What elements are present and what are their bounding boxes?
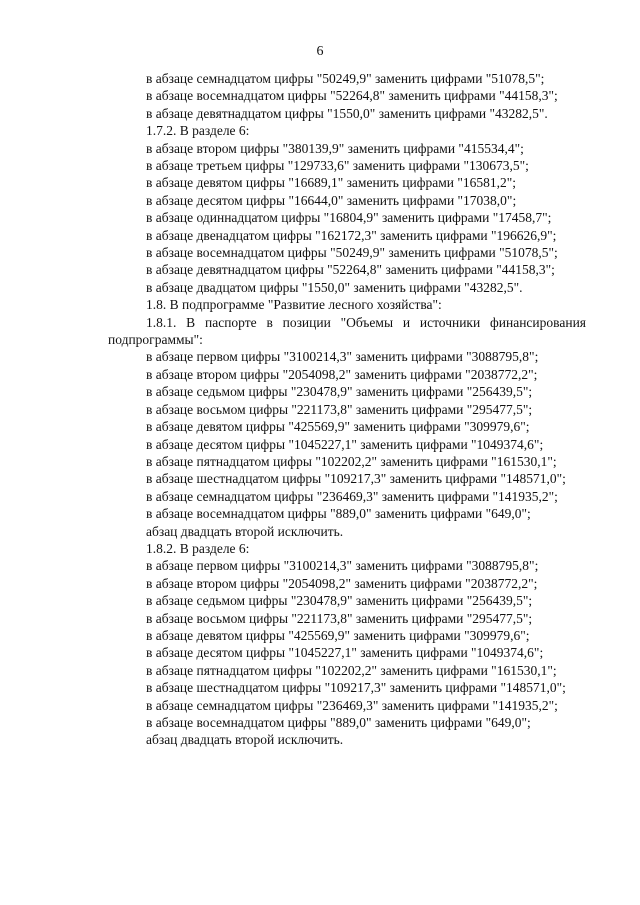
page-number: 6 (316, 44, 324, 59)
text-line: в абзаце двадцатом цифры "1550,0" заменить цифрами "43282,5". (146, 279, 523, 295)
text-line: в абзаце втором цифры "2054098,2" заменить цифрами "2038772,2"; (146, 575, 538, 591)
text-line: в абзаце третьем цифры "129733,6" заменить цифрами "130673,5"; (146, 158, 529, 174)
text-line: в абзаце девятнадцатом цифры "52264,8" заменить цифрами "44158,3"; (146, 262, 555, 278)
text-line: в абзаце восьмом цифры "221173,8" заменить цифрами "295477,5"; (146, 610, 533, 626)
text-line: 1.8.1. В паспорте в позиции "Объемы и источники финансирования (146, 314, 586, 330)
text-line: в абзаце восемнадцатом цифры "50249,9" заменить цифрами "51078,5"; (146, 245, 558, 261)
text-line: в абзаце пятнадцатом цифры "102202,2" заменить цифрами "161530,1"; (146, 662, 557, 678)
text-line: в абзаце первом цифры "3100214,3" заменить цифрами "3088795,8"; (146, 558, 539, 574)
text-line: в абзаце двенадцатом цифры "162172,3" заменить цифрами "196626,9"; (146, 227, 557, 243)
text-line: 1.7.2. В разделе 6: (146, 123, 250, 139)
text-line: в абзаце шестнадцатом цифры "109217,3" заменить цифрами "148571,0"; (146, 471, 566, 487)
text-line: в абзаце первом цифры "3100214,3" заменить цифрами "3088795,8"; (146, 349, 539, 365)
text-line: в абзаце десятом цифры "1045227,1" заменить цифрами "1049374,6"; (146, 645, 544, 661)
text-line: в абзаце семнадцатом цифры "236469,3" заменить цифрами "141935,2"; (146, 488, 558, 504)
document-body (108, 70, 586, 749)
text-line: в абзаце шестнадцатом цифры "109217,3" заменить цифрами "148571,0"; (146, 680, 566, 696)
text-line: подпрограммы": (108, 332, 203, 348)
text-line: в абзаце втором цифры "2054098,2" заменить цифрами "2038772,2"; (146, 366, 538, 382)
text-line: в абзаце седьмом цифры "230478,9" заменить цифрами "256439,5"; (146, 593, 533, 609)
text-line: в абзаце восьмом цифры "221173,8" заменить цифрами "295477,5"; (146, 401, 533, 417)
text-line: в абзаце семнадцатом цифры "50249,9" заменить цифрами "51078,5"; (146, 71, 545, 86)
text-line: в абзаце восемнадцатом цифры "889,0" заменить цифрами "649,0"; (146, 506, 531, 522)
text-line: в абзаце семнадцатом цифры "236469,3" заменить цифрами "141935,2"; (146, 697, 558, 713)
text-line: 1.8. В подпрограмме "Развитие лесного хозяйства": (146, 297, 442, 313)
text-line: в абзаце десятом цифры "16644,0" заменить цифрами "17038,0"; (146, 192, 517, 208)
text-line: в абзаце девятом цифры "16689,1" заменить цифрами "16581,2"; (146, 175, 517, 191)
text-line: в абзаце восемнадцатом цифры "52264,8" заменить цифрами "44158,3"; (146, 88, 558, 104)
text-line: в абзаце девятом цифры "425569,9" заменить цифрами "309979,6"; (146, 419, 530, 435)
text-line: в абзаце девятом цифры "425569,9" заменить цифрами "309979,6"; (146, 627, 530, 643)
text-line: в абзаце десятом цифры "1045227,1" заменить цифрами "1049374,6"; (146, 436, 544, 452)
text-line: абзац двадцать второй исключить. (146, 523, 344, 539)
text-line: в абзаце седьмом цифры "230478,9" заменить цифрами "256439,5"; (146, 384, 533, 400)
text-line: абзац двадцать второй исключить. (146, 732, 344, 748)
text-line: в абзаце пятнадцатом цифры "102202,2" заменить цифрами "161530,1"; (146, 453, 557, 469)
text-line: в абзаце девятнадцатом цифры "1550,0" заменить цифрами "43282,5". (146, 105, 548, 121)
text-line: 1.8.2. В разделе 6: (146, 540, 250, 556)
text-line: в абзаце восемнадцатом цифры "889,0" заменить цифрами "649,0"; (146, 715, 531, 731)
text-line: в абзаце втором цифры "380139,9" заменить цифрами "415534,4"; (146, 140, 524, 156)
text-line: в абзаце одиннадцатом цифры "16804,9" заменить цифрами "17458,7"; (146, 210, 552, 226)
